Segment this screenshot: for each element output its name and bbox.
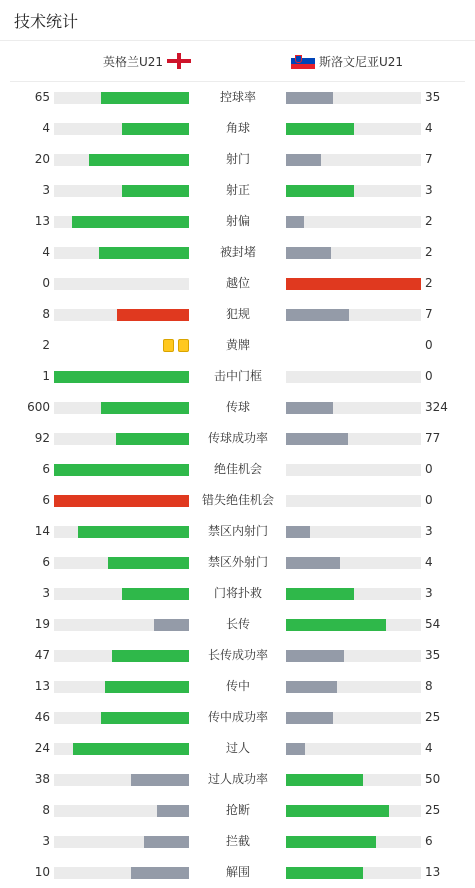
home-stat-value: 6 <box>42 493 50 507</box>
stat-label: 过人 <box>225 741 250 755</box>
away-stat-bar <box>286 433 421 445</box>
home-stat-value: 10 <box>34 865 50 879</box>
stat-row <box>0 764 475 795</box>
home-stat-bar <box>54 154 189 166</box>
away-stat-bar <box>286 836 421 848</box>
home-stat-value: 4 <box>42 245 50 259</box>
away-stat-bar-fill <box>286 681 337 693</box>
home-stat-bar-fill <box>108 557 189 569</box>
home-stat-bar-fill <box>54 495 189 507</box>
home-stat-bar-fill <box>116 433 189 445</box>
home-stat-bar <box>54 309 189 321</box>
home-stat-bar <box>54 402 189 414</box>
home-stat-value: 8 <box>42 803 50 817</box>
away-stat-bar <box>286 774 421 786</box>
home-stat-bar-fill <box>117 309 189 321</box>
home-stat-bar <box>54 464 189 476</box>
away-stat-value: 6 <box>425 834 433 848</box>
stat-row <box>0 671 475 702</box>
stat-row <box>0 547 475 578</box>
away-stat-bar-fill <box>286 433 348 445</box>
away-stat-value: 54 <box>425 617 441 631</box>
home-stat-bar-fill <box>122 185 190 197</box>
away-stat-value: 0 <box>425 493 433 507</box>
away-stat-bar-fill <box>286 712 333 724</box>
home-stat-bar <box>54 92 189 104</box>
home-stat-value: 20 <box>34 152 50 166</box>
home-stat-bar-fill <box>101 712 189 724</box>
away-stat-bar-fill <box>286 805 389 817</box>
stat-label: 被封堵 <box>219 245 256 259</box>
stat-row <box>0 392 475 423</box>
home-stat-value: 4 <box>42 121 50 135</box>
away-stat-bar-fill <box>286 619 386 631</box>
home-stat-bar-fill <box>122 588 190 600</box>
teams-header <box>10 41 465 82</box>
home-stat-value: 6 <box>42 462 50 476</box>
away-stat-value: 2 <box>425 214 433 228</box>
away-stat-value: 4 <box>425 121 433 135</box>
home-stat-bar <box>54 588 189 600</box>
stat-row <box>0 330 475 361</box>
away-stat-bar <box>286 650 421 662</box>
stat-label: 长传 <box>225 617 250 631</box>
stat-label: 错失绝佳机会 <box>201 493 274 507</box>
stat-row <box>0 795 475 826</box>
home-stat-value: 6 <box>42 555 50 569</box>
stat-row <box>0 733 475 764</box>
stat-label: 越位 <box>225 276 250 290</box>
home-stat-bar <box>54 371 189 383</box>
stat-row <box>0 144 475 175</box>
stat-label: 犯规 <box>225 307 250 321</box>
away-stat-bar <box>286 123 421 135</box>
home-stat-bar-fill <box>122 123 190 135</box>
stat-row <box>0 206 475 237</box>
england-flag-icon <box>167 53 191 69</box>
stat-label: 禁区外射门 <box>207 555 268 569</box>
stat-label: 传球成功率 <box>207 431 268 445</box>
away-stat-value: 324 <box>425 400 448 414</box>
stat-label: 黄牌 <box>225 338 250 352</box>
home-stat-bar <box>54 433 189 445</box>
home-stat-value: 47 <box>34 648 50 662</box>
away-stat-value: 7 <box>425 152 433 166</box>
stat-label: 传中成功率 <box>207 710 268 724</box>
home-stat-bar-fill <box>78 526 189 538</box>
away-stat-value: 25 <box>425 803 441 817</box>
stat-row <box>0 454 475 485</box>
away-stat-value: 3 <box>425 586 433 600</box>
home-stat-bar <box>54 774 189 786</box>
away-stat-bar-fill <box>286 154 321 166</box>
home-stat-bar <box>54 650 189 662</box>
away-stat-bar <box>286 588 421 600</box>
home-stat-bar-fill <box>105 681 189 693</box>
stat-label: 禁区内射门 <box>207 524 268 538</box>
home-stat-bar <box>54 805 189 817</box>
home-stat-value: 46 <box>34 710 50 724</box>
away-stat-bar <box>286 309 421 321</box>
home-stat-bar <box>54 526 189 538</box>
page-title: 技术统计 <box>14 11 79 31</box>
home-stat-value: 8 <box>42 307 50 321</box>
home-stat-bar-fill <box>101 92 189 104</box>
away-stat-value: 2 <box>425 276 433 290</box>
away-stat-bar-fill <box>286 402 333 414</box>
home-stat-bar <box>54 867 189 879</box>
home-stat-value: 3 <box>42 183 50 197</box>
away-stat-value: 35 <box>425 90 441 104</box>
stat-label: 传球 <box>225 400 250 414</box>
away-stat-bar <box>286 526 421 538</box>
away-stat-bar <box>286 743 421 755</box>
stat-label: 拦截 <box>225 834 250 848</box>
away-stat-bar-fill <box>286 123 354 135</box>
home-stat-value: 14 <box>34 524 50 538</box>
away-stat-bar-fill <box>286 774 363 786</box>
away-stat-bar <box>286 619 421 631</box>
stat-label: 射正 <box>225 183 250 197</box>
home-stat-bar <box>54 557 189 569</box>
stat-row <box>0 578 475 609</box>
stat-label: 过人成功率 <box>207 772 268 786</box>
away-stat-bar <box>286 154 421 166</box>
away-stat-bar-fill <box>286 185 354 197</box>
home-stat-bar-fill <box>131 774 189 786</box>
home-stat-value: 24 <box>34 741 50 755</box>
away-stat-value: 35 <box>425 648 441 662</box>
away-stat-value: 8 <box>425 679 433 693</box>
stat-label: 解围 <box>225 865 250 879</box>
home-stat-bar-fill <box>101 402 189 414</box>
stat-label: 射门 <box>225 152 250 166</box>
away-stat-value: 4 <box>425 741 433 755</box>
stat-row <box>0 516 475 547</box>
stat-row <box>0 609 475 640</box>
stats-list <box>0 82 475 888</box>
away-stat-bar <box>286 402 421 414</box>
away-stat-bar-fill <box>286 588 354 600</box>
stat-label: 抢断 <box>225 803 250 817</box>
home-stat-value: 13 <box>34 214 50 228</box>
yellow-card-icon <box>163 339 174 352</box>
away-stat-value: 13 <box>425 865 441 879</box>
home-stat-bar-fill <box>54 371 189 383</box>
stat-row <box>0 640 475 671</box>
stat-label: 控球率 <box>219 90 256 104</box>
home-stat-bar-fill <box>131 867 189 879</box>
home-stat-value: 3 <box>42 586 50 600</box>
away-stat-value: 3 <box>425 183 433 197</box>
stat-label: 射偏 <box>225 214 250 228</box>
away-stat-bar <box>286 557 421 569</box>
away-stat-bar <box>286 371 421 383</box>
away-stat-bar <box>286 867 421 879</box>
home-team <box>103 41 191 81</box>
home-stat-value: 1 <box>42 369 50 383</box>
away-stat-value: 3 <box>425 524 433 538</box>
home-stat-bar-fill <box>54 464 189 476</box>
away-stat-bar <box>286 464 421 476</box>
away-stat-value: 2 <box>425 245 433 259</box>
away-stat-bar <box>286 681 421 693</box>
home-stat-bar-fill <box>112 650 189 662</box>
stat-row <box>0 175 475 206</box>
away-stat-value: 0 <box>425 338 433 352</box>
home-stat-value: 65 <box>34 90 50 104</box>
away-stat-bar-fill <box>286 650 344 662</box>
away-stat-value: 50 <box>425 772 441 786</box>
stat-label: 传中 <box>225 679 250 693</box>
away-stat-bar-fill <box>286 216 304 228</box>
away-stat-bar <box>286 216 421 228</box>
away-team <box>291 41 403 81</box>
away-stat-bar-fill <box>286 526 310 538</box>
away-stat-value: 7 <box>425 307 433 321</box>
away-stat-bar-fill <box>286 247 331 259</box>
away-stat-bar-fill <box>286 278 421 290</box>
home-stat-bar <box>54 247 189 259</box>
home-team-name: 英格兰U21 <box>102 54 163 69</box>
away-stat-bar <box>286 278 421 290</box>
slovenia-flag-icon <box>291 53 315 69</box>
stat-label: 长传成功率 <box>207 648 268 662</box>
away-stat-value: 25 <box>425 710 441 724</box>
away-stat-bar-fill <box>286 92 333 104</box>
away-team-name: 斯洛文尼亚U21 <box>319 54 404 69</box>
stat-row <box>0 702 475 733</box>
away-stat-bar-fill <box>286 557 340 569</box>
away-stat-bar <box>286 92 421 104</box>
stat-row <box>0 485 475 516</box>
home-stat-bar-fill <box>89 154 189 166</box>
stat-row <box>0 237 475 268</box>
stat-row <box>0 82 475 113</box>
away-stat-value: 77 <box>425 431 441 445</box>
home-stat-bar-fill <box>154 619 189 631</box>
home-stat-bar-fill <box>99 247 189 259</box>
home-stat-bar <box>54 495 189 507</box>
yellow-cards <box>163 339 189 352</box>
stat-row <box>0 268 475 299</box>
home-stat-bar-fill <box>144 836 189 848</box>
stat-label: 门将扑救 <box>213 586 262 600</box>
home-stat-bar <box>54 619 189 631</box>
home-stat-value: 600 <box>27 400 50 414</box>
stat-label: 击中门框 <box>213 369 262 383</box>
home-stat-value: 19 <box>34 617 50 631</box>
home-stat-bar-fill <box>157 805 189 817</box>
away-stat-bar <box>286 712 421 724</box>
stat-row <box>0 113 475 144</box>
away-stat-value: 0 <box>425 369 433 383</box>
stat-row <box>0 299 475 330</box>
home-stat-value: 92 <box>34 431 50 445</box>
home-stat-value: 0 <box>42 276 50 290</box>
away-stat-bar <box>286 495 421 507</box>
stat-label: 绝佳机会 <box>213 462 262 476</box>
home-stat-value: 3 <box>42 834 50 848</box>
away-stat-bar <box>286 185 421 197</box>
home-stat-bar <box>54 216 189 228</box>
home-stat-bar <box>54 185 189 197</box>
stat-row <box>0 361 475 392</box>
home-stat-bar <box>54 743 189 755</box>
away-stat-bar <box>286 805 421 817</box>
away-stat-bar-fill <box>286 836 376 848</box>
away-stat-bar <box>286 247 421 259</box>
home-stat-value: 13 <box>34 679 50 693</box>
home-stat-value: 2 <box>42 338 50 352</box>
stat-label: 角球 <box>225 121 250 135</box>
home-stat-bar <box>54 278 189 290</box>
home-stat-bar-fill <box>73 743 189 755</box>
yellow-card-icon <box>178 339 189 352</box>
stat-row <box>0 423 475 454</box>
home-stat-bar-fill <box>72 216 189 228</box>
stat-row <box>0 826 475 857</box>
away-stat-value: 4 <box>425 555 433 569</box>
stats-header <box>0 0 475 41</box>
home-stat-bar <box>54 712 189 724</box>
stat-row <box>0 857 475 888</box>
away-stat-bar-fill <box>286 743 305 755</box>
home-stat-value: 38 <box>34 772 50 786</box>
home-stat-bar <box>54 836 189 848</box>
home-stat-bar <box>54 681 189 693</box>
away-stat-bar-fill <box>286 867 363 879</box>
away-stat-value: 0 <box>425 462 433 476</box>
home-stat-bar <box>54 123 189 135</box>
away-stat-bar-fill <box>286 309 349 321</box>
